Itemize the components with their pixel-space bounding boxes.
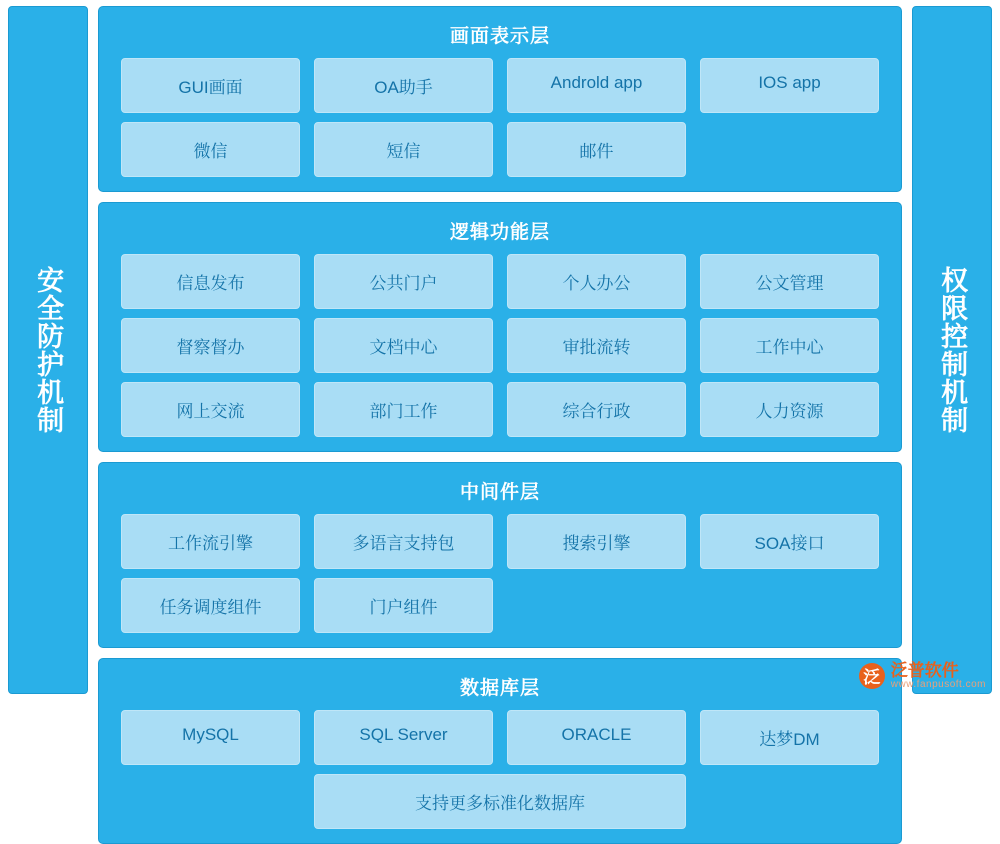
layer-item[interactable]: 搜索引擎 xyxy=(507,514,686,569)
layer-database xyxy=(98,658,902,844)
vendor-name: 泛普软件 xyxy=(890,660,959,680)
layer-presentation xyxy=(98,6,902,192)
layer-item[interactable]: 部门工作 xyxy=(314,382,493,437)
layer-item[interactable]: 门户组件 xyxy=(314,578,493,633)
layer-item[interactable]: 信息发布 xyxy=(121,254,300,309)
layer-middleware-items xyxy=(121,514,879,633)
layer-item[interactable]: 达梦DM xyxy=(700,710,879,765)
layer-middleware-title: 中间件层 xyxy=(459,482,540,503)
left-security-bar-label: 安全防护机制 xyxy=(33,266,64,434)
vendor-logo-icon: 泛 xyxy=(859,663,885,689)
layer-item[interactable]: 任务调度组件 xyxy=(121,578,300,633)
layer-item[interactable]: 网上交流 xyxy=(121,382,300,437)
layer-item[interactable]: 综合行政 xyxy=(507,382,686,437)
layer-item[interactable]: 工作流引擎 xyxy=(121,514,300,569)
layer-logic-title: 逻辑功能层 xyxy=(449,222,550,243)
vendor-url: www.fanpusoft.com xyxy=(890,678,986,690)
layer-item[interactable]: 督察督办 xyxy=(121,318,300,373)
layer-presentation-title: 画面表示层 xyxy=(449,26,550,47)
layer-item[interactable]: 公文管理 xyxy=(700,254,879,309)
layer-item[interactable]: 审批流转 xyxy=(507,318,686,373)
layer-item[interactable]: 短信 xyxy=(314,122,493,177)
left-security-bar xyxy=(8,6,88,694)
layer-item[interactable]: IOS app xyxy=(700,58,879,113)
layer-item[interactable]: 个人办公 xyxy=(507,254,686,309)
layer-item[interactable]: 微信 xyxy=(121,122,300,177)
right-permission-bar xyxy=(912,6,992,694)
layer-item[interactable]: MySQL xyxy=(121,710,300,765)
layer-item[interactable]: SOA接口 xyxy=(700,514,879,569)
layer-item[interactable]: 多语言支持包 xyxy=(314,514,493,569)
layer-item[interactable]: 文档中心 xyxy=(314,318,493,373)
layer-item[interactable]: 人力资源 xyxy=(700,382,879,437)
layer-database-items xyxy=(121,710,879,829)
layer-item[interactable]: 公共门户 xyxy=(314,254,493,309)
layer-item[interactable]: SQL Server xyxy=(314,710,493,765)
layer-item[interactable]: GUI画面 xyxy=(121,58,300,113)
right-permission-bar-label: 权限控制机制 xyxy=(937,266,968,434)
layer-item[interactable]: Androld app xyxy=(507,58,686,113)
layer-item[interactable]: 邮件 xyxy=(507,122,686,177)
layer-logic xyxy=(98,202,902,452)
layer-item[interactable]: 工作中心 xyxy=(700,318,879,373)
layer-logic-items xyxy=(121,254,879,437)
layer-stack xyxy=(98,6,902,813)
layer-item[interactable]: OA助手 xyxy=(314,58,493,113)
layer-presentation-items xyxy=(121,58,879,177)
layer-middleware xyxy=(98,462,902,648)
layer-item-more-databases[interactable]: 支持更多标准化数据库 xyxy=(314,774,686,829)
layer-database-title: 数据库层 xyxy=(459,678,540,699)
layer-item[interactable]: ORACLE xyxy=(507,710,686,765)
